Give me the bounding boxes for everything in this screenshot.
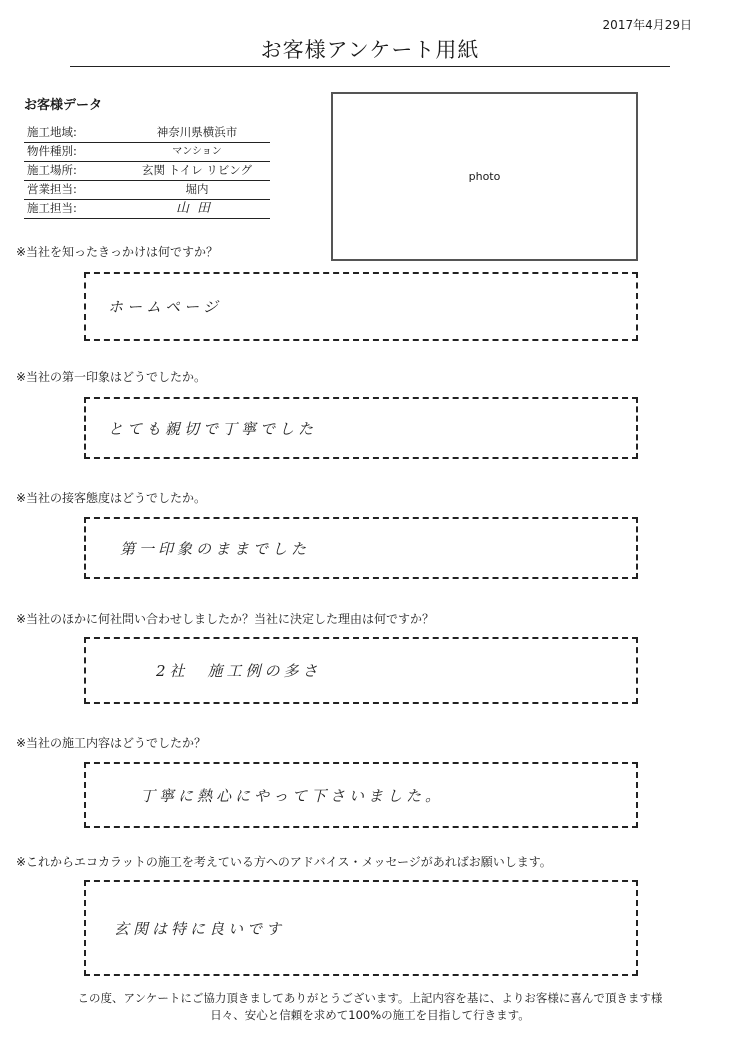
info-label: 営業担当: (27, 182, 77, 196)
info-value: 神奈川県横浜市 (156, 125, 238, 139)
question-3: ※当社の接客態度はどうでしたか。 (16, 491, 207, 505)
info-value: マンション (172, 146, 222, 157)
answer-box-5 (84, 762, 638, 828)
answer-text: とても親切で丁寧でした (108, 419, 318, 438)
info-row-sales-rep (24, 181, 270, 200)
info-label: 施工場所: (27, 163, 77, 177)
title-underline (70, 66, 670, 67)
info-row-property-type (24, 143, 270, 162)
question-4: ※当社のほかに何社問い合わせしましたか？当社に決定した理由は何ですか？ (16, 612, 435, 626)
footer-message (0, 990, 740, 1024)
customer-data-heading: お客様データ (24, 98, 103, 113)
info-row-installer (24, 200, 270, 219)
answer-box-4 (84, 637, 638, 704)
info-label: 物件種別: (27, 144, 77, 158)
info-label: 施工担当: (27, 201, 77, 215)
info-value-handwritten: 山田 (175, 201, 218, 216)
survey-date: 2017年4月29日 (602, 18, 692, 32)
answer-text: 2社 施工例の多さ (156, 662, 322, 680)
answer-text: 第一印象のままでした (120, 539, 311, 558)
info-value: 堀内 (185, 182, 209, 196)
answer-box-6 (84, 880, 638, 976)
answer-text: ホームページ (108, 298, 222, 316)
answer-text: 丁寧に熱心にやって下さいました。 (140, 786, 445, 805)
answer-box-3 (84, 517, 638, 579)
page-title: お客様アンケート用紙 (260, 38, 480, 62)
info-row-area (24, 124, 270, 143)
footer-line-1: この度、アンケートにご協力頂きましてありがとうございます。上記内容を基に、よりお客様に喜んで頂きます様 (77, 991, 663, 1005)
footer-line-2: 日々、安心と信頼を求めて100%の施工を目指して行きます。 (210, 1008, 530, 1022)
info-value: 玄関 トイレ リビング (141, 163, 252, 177)
info-row-location (24, 162, 270, 181)
question-1: ※当社を知ったきっかけは何ですか？ (16, 245, 219, 259)
answer-text: 玄関は特に良いです (114, 919, 286, 938)
photo-placeholder (331, 92, 638, 261)
question-6: ※これからエコカラットの施工を考えている方へのアドバイス・メッセージがあればお願いします。 (16, 855, 552, 869)
answer-box-1 (84, 272, 638, 341)
photo-label: photo (468, 170, 501, 183)
customer-data-table (24, 124, 270, 219)
answer-box-2 (84, 397, 638, 459)
question-2: ※当社の第一印象はどうでしたか。 (16, 370, 207, 384)
info-label: 施工地域: (27, 125, 77, 139)
question-5: ※当社の施工内容はどうでしたか？ (16, 736, 207, 750)
